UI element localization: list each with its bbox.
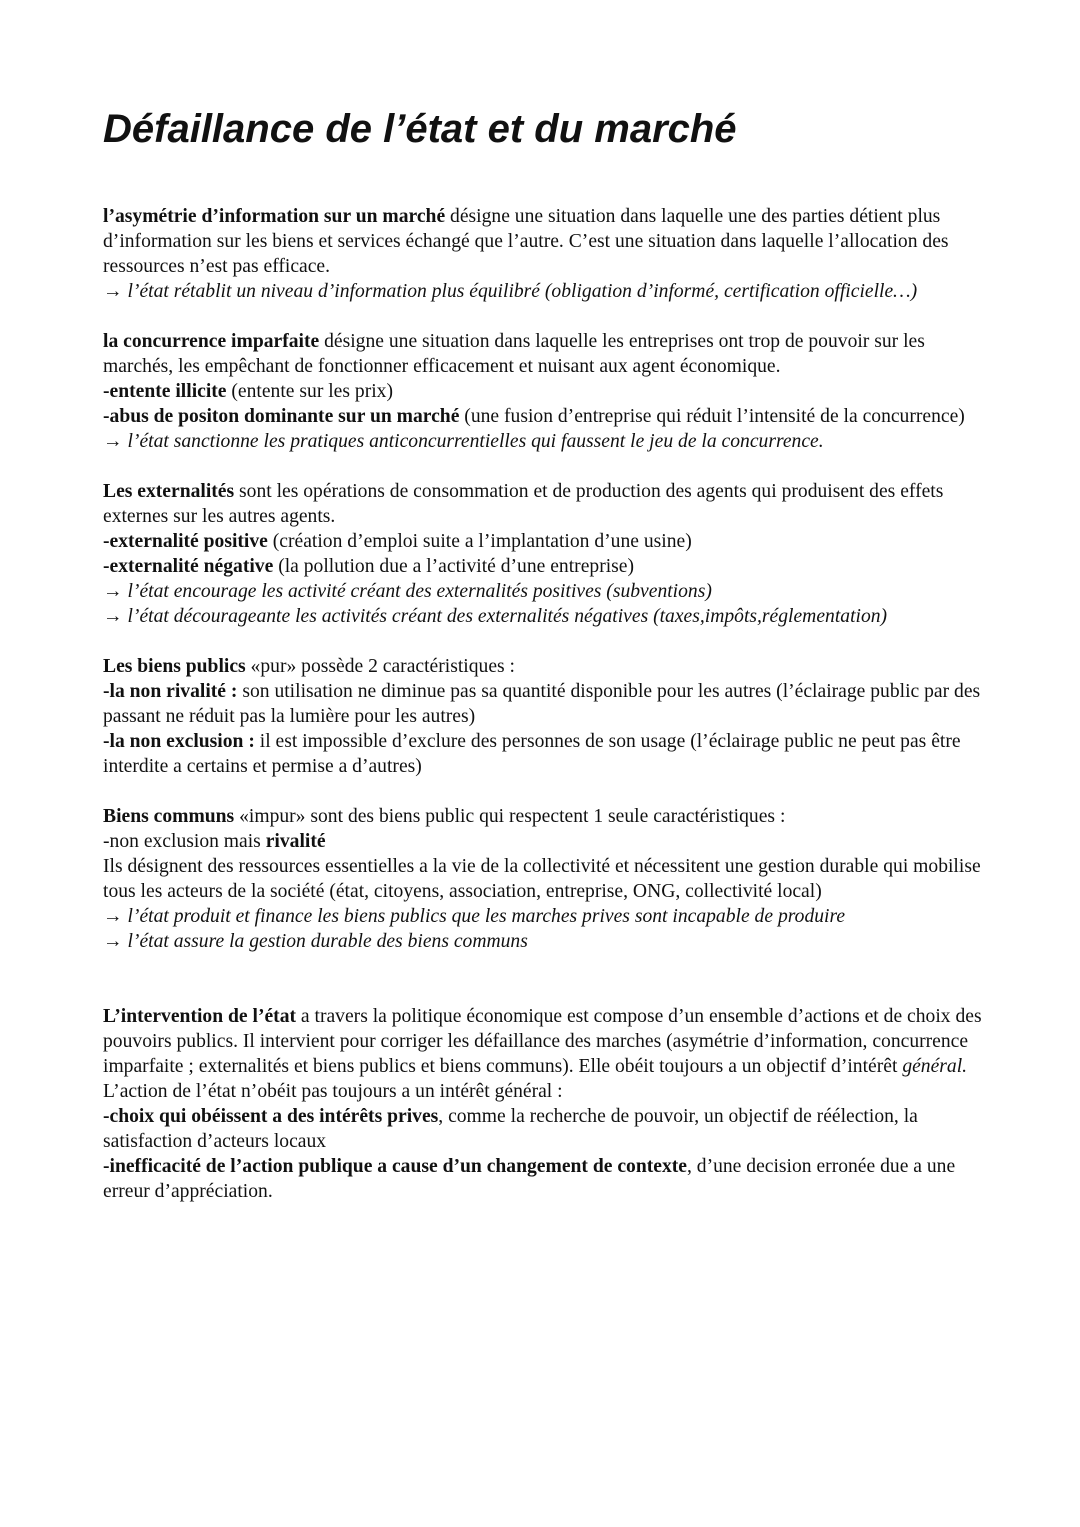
abus-term: -abus de positon dominante sur un marché	[103, 406, 460, 427]
concurrence-definition	[103, 329, 983, 379]
abus-text: (une fusion d’entreprise qui réduit l’intensité de la concurrence)	[459, 406, 965, 427]
inefficacite-term: -inefficacité de l’action publique a cause d’un changement de contexte	[103, 1156, 687, 1177]
asymetrie-term: l’asymétrie d’information sur un marché	[103, 206, 446, 227]
non-exclusion-term: -la non exclusion :	[103, 731, 255, 752]
biens-publics-def: «pur» possède 2 caractéristiques :	[245, 656, 515, 677]
intervention-def: a travers la politique économique est compose d’un ensemble d’actions et de choix des pouvoirs publics. Il intervient pour corriger les défaillance des marches (asymétrie d’information, concurrence imparfaite ; externalités et biens publics et biens communs). Elle obéit toujours a un objectif d’intérêt	[103, 1006, 982, 1077]
externalite-positive-text: (création d’emploi suite a l’implantation d’une usine)	[267, 531, 692, 552]
externalites-definition	[103, 479, 983, 529]
spacer	[103, 454, 983, 479]
spacer	[103, 629, 983, 654]
spacer	[103, 954, 983, 1004]
externalite-positive-term: -externalité positive	[103, 531, 268, 552]
asymetrie-state-action: → l’état rétablit un niveau d’information plus équilibré (obligation d’informé, certification officielle…)	[103, 281, 918, 302]
biens-communs-state-action-2: → l’état assure la gestion durable des biens communs	[103, 931, 528, 952]
section-biens-communs	[103, 804, 983, 954]
concurrence-item-entente	[103, 379, 983, 404]
non-rivalite-term: -la non rivalité :	[103, 681, 238, 702]
externalite-negative-text: (la pollution due a l’activité d’une entreprise)	[273, 556, 635, 577]
spacer	[103, 779, 983, 804]
non-rivalite	[103, 679, 983, 729]
asymetrie-definition	[103, 204, 983, 279]
rivalite-term: rivalité	[265, 831, 326, 852]
biens-communs-line-text: -non exclusion mais	[103, 831, 266, 852]
non-rivalite-text: son utilisation ne diminue pas sa quantité disponible pour les autres (l’éclairage public par des passant ne réduit pas la lumière pour les autres)	[103, 681, 981, 727]
concurrence-def: désigne une situation dans laquelle les entreprises ont trop de pouvoir sur les marchés, les empêchant de fonctionner efficacement et nuisant aux agent économique.	[103, 331, 925, 377]
externalites-state-action-2: → l’état décourageante les activités créant des externalités négatives (taxes,impôts,réglementation)	[103, 606, 888, 627]
concurrence-term: la concurrence imparfaite	[103, 331, 320, 352]
concurrence-state-action: → l’état sanctionne les pratiques anticoncurrentielles qui faussent le jeu de la concurrence.	[103, 431, 824, 452]
biens-publics-definition	[103, 654, 983, 679]
externalites-state-action-1: → l’état encourage les activité créant des externalités positives (subventions)	[103, 581, 712, 602]
entente-term: -entente illicite	[103, 381, 227, 402]
inefficacite-text: , d’une decision erronée due a une erreur d’appréciation.	[103, 1156, 956, 1202]
section-asymetrie	[103, 204, 983, 304]
section-intervention	[103, 1004, 983, 1204]
non-exclusion	[103, 729, 983, 779]
concurrence-item-abus	[103, 404, 983, 429]
document-body	[103, 204, 983, 1204]
externalite-negative-term: -externalité négative	[103, 556, 274, 577]
non-exclusion-text: il est impossible d’exclure des personnes de son usage (l’éclairage public ne peut pas être interdite a certains et permise a d’autres)	[103, 731, 961, 777]
choix-term: -choix qui obéissent a des intérêts prives	[103, 1106, 439, 1127]
intervention-line-2: L’action de l’état n’obéit pas toujours a un intérêt général :	[103, 1081, 563, 1102]
biens-communs-term: Biens communs	[103, 806, 235, 827]
biens-publics-term: Les biens publics	[103, 656, 246, 677]
entente-text: (entente sur les prix)	[226, 381, 393, 402]
section-concurrence	[103, 329, 983, 454]
externalite-positive	[103, 529, 983, 554]
biens-communs-state-action-1: → l’état produit et finance les biens publics que les marches prives sont incapable de produire	[103, 906, 846, 927]
page-title: Défaillance de l’état et du marché	[103, 107, 737, 151]
section-externalites	[103, 479, 983, 629]
intervention-term: L’intervention de l’état	[103, 1006, 297, 1027]
choix-text: , comme la recherche de pouvoir, un objectif de réélection, la satisfaction d’acteurs locaux	[103, 1106, 918, 1152]
externalite-negative	[103, 554, 983, 579]
biens-communs-rivalite	[103, 829, 983, 854]
intervention-def-em: général.	[902, 1056, 968, 1077]
spacer	[103, 304, 983, 329]
externalites-def: sont les opérations de consommation et de production des agents qui produisent des effets externes sur les autres agents.	[103, 481, 944, 527]
externalites-term: Les externalités	[103, 481, 235, 502]
section-biens-publics	[103, 654, 983, 779]
biens-communs-paragraph: Ils désignent des ressources essentielles a la vie de la collectivité et nécessitent une gestion durable qui mobilise tous les acteurs de la société (état, citoyens, association, entreprise, ONG, collectivité local)	[103, 856, 981, 902]
biens-communs-definition	[103, 804, 983, 829]
biens-communs-def: «impur» sont des biens public qui respectent 1 seule caractéristiques :	[234, 806, 786, 827]
intervention-definition	[103, 1004, 983, 1079]
asymetrie-def: désigne une situation dans laquelle une des parties détient plus d’information sur les biens et services échangé que l’autre. C’est une situation dans laquelle l’allocation des ressources n’est pas efficace.	[103, 206, 949, 277]
intervention-item-inefficacite	[103, 1154, 983, 1204]
intervention-item-choix	[103, 1104, 983, 1154]
